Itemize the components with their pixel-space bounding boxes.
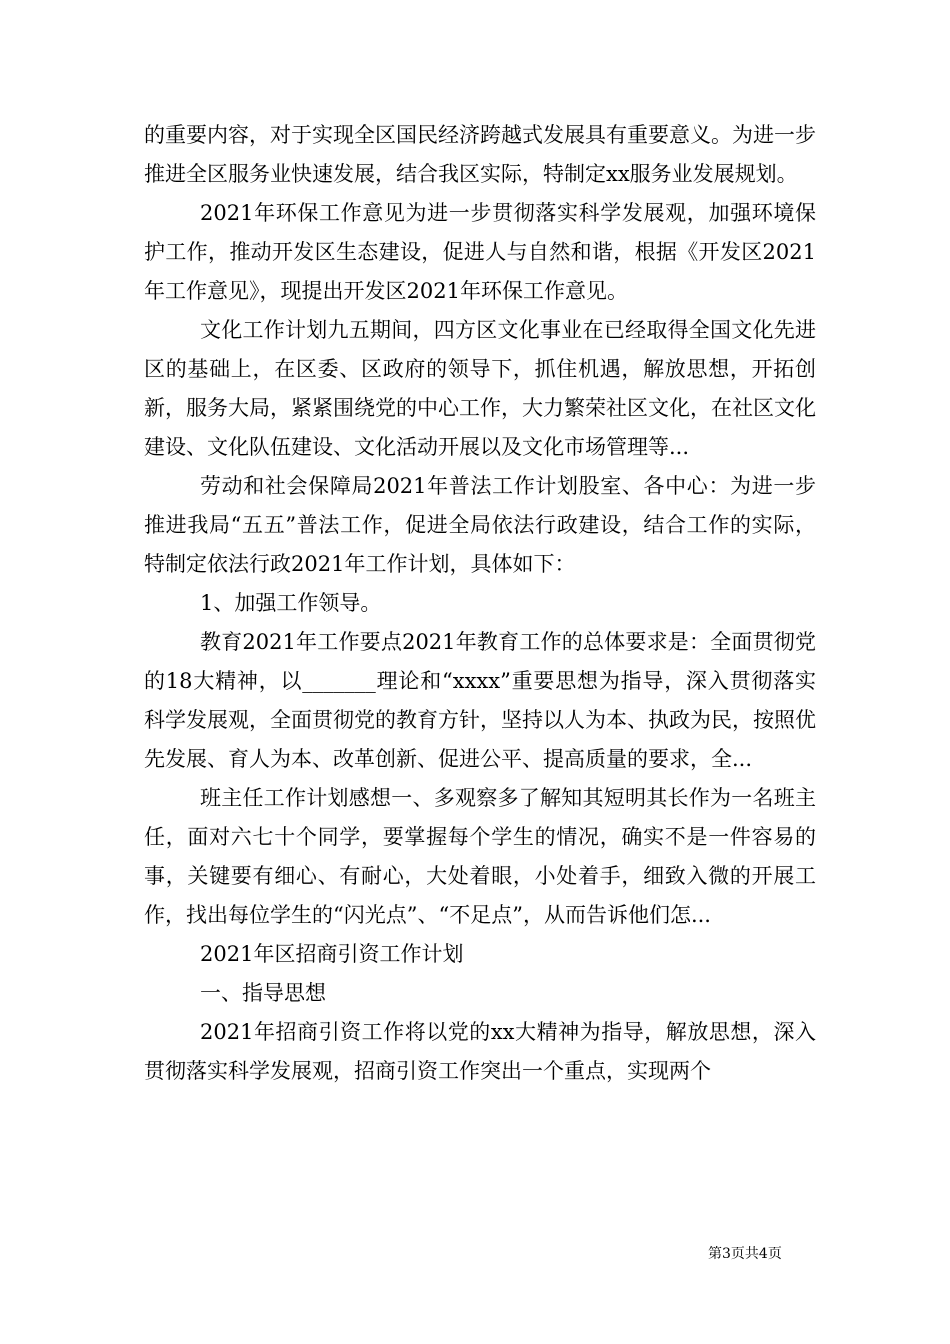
paragraph: 班主任工作计划感想一、多观察多了解知其短明其长作为一名班主任，面对六七十个同学，要掌握每个学生的情况，确实不是一件容易的事，关键要有细心、有耐心，大处着眼，小处着手，细致入微的开展工作，找出每位学生的“闪光点”、“不足点”，从而告诉他们怎... (144, 786, 816, 927)
paragraph: 1、加强工作领导。 (200, 591, 382, 615)
paragraph: 的重要内容，对于实现全区国民经济跨越式发展具有重要意义。为进一步推进全区服务业快速发展，结合我区实际，特制定xx服务业发展规划。 (144, 123, 816, 186)
page-number: 第3页共4页 (708, 1246, 782, 1262)
paragraph: 教育2021年工作要点2021年教育工作的总体要求是：全面贯彻党的18大精神，以_______理论和“xxxx”重要思想为指导，深入贯彻落实科学发展观，全面贯彻党的教育方针，坚持以人为本、执政为民，按照优先发展、育人为本、改革创新、促进公平、提高质量的要求，全... (144, 630, 816, 771)
paragraph: 劳动和社会保障局2021年普法工作计划股室、各中心：为进一步推进我局“五五”普法工作，促进全局依法行政建设，结合工作的实际，特制定依法行政2021年工作计划，具体如下： (144, 474, 816, 576)
paragraph: 2021年环保工作意见为进一步贯彻落实科学发展观，加强环境保护工作，推动开发区生态建设，促进人与自然和谐，根据《开发区2021年工作意见》，现提出开发区2021年环保工作意见。 (144, 201, 816, 303)
document-body (144, 116, 816, 1091)
paragraph: 2021年招商引资工作将以党的xx大精神为指导，解放思想，深入贯彻落实科学发展观，招商引资工作突出一个重点，实现两个 (144, 1020, 816, 1083)
paragraph: 2021年区招商引资工作计划 (200, 942, 464, 966)
paragraph: 文化工作计划九五期间，四方区文化事业在已经取得全国文化先进区的基础上，在区委、区政府的领导下，抓住机遇，解放思想，开拓创新，服务大局，紧紧围绕党的中心工作，大力繁荣社区文化，在社区文化建设、文化队伍建设、文化活动开展以及文化市场管理等... (144, 318, 816, 459)
paragraph: 一、指导思想 (200, 981, 326, 1005)
